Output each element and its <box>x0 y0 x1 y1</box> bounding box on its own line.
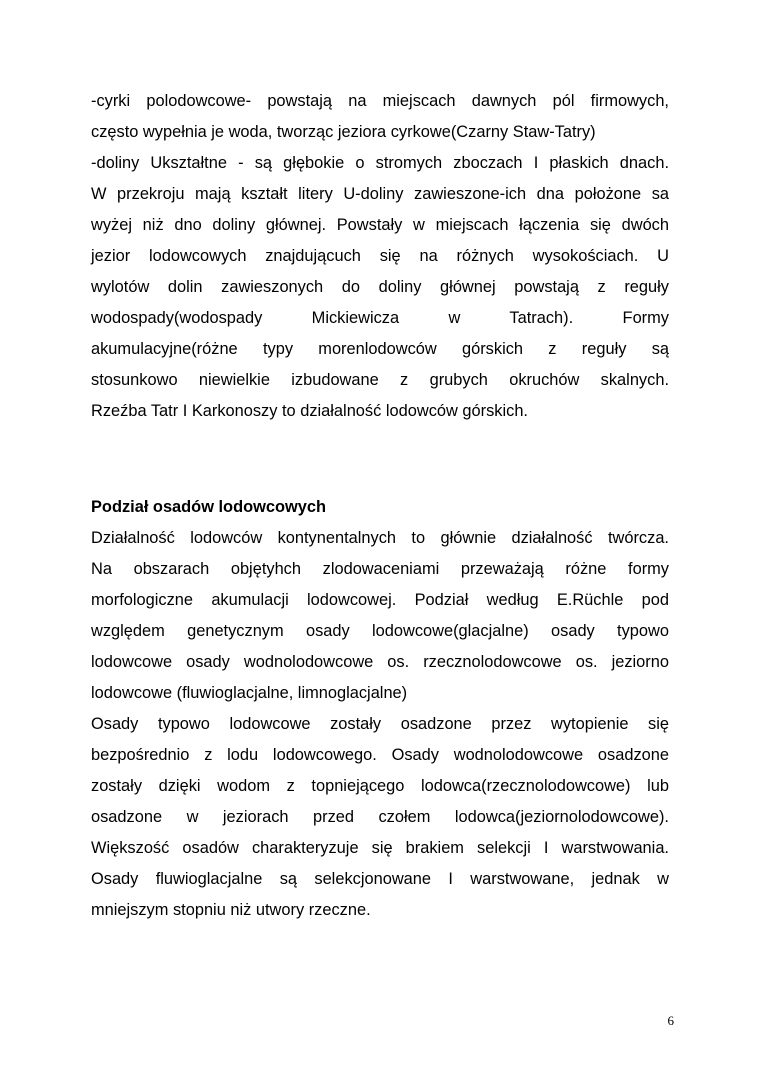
text-line: wylotów dolin zawieszonych do doliny głównej powstają z reguły <box>91 278 669 296</box>
text-line: wodospady(wodospady Mickiewicza w Tatrach). Formy <box>91 309 669 327</box>
text-line: jezior lodowcowych znajdującuch się na różnych wysokościach. U <box>91 247 669 265</box>
text-line: Na obszarach objętyhch zlodowaceniami przeważają różne formy <box>91 560 669 578</box>
text-line: Rzeźba Tatr I Karkonoszy to działalność lodowców górskich. <box>91 402 528 420</box>
text-line: lodowcowe osady wodnolodowcowe os. rzecznolodowcowe os. jeziorno <box>91 653 669 671</box>
text-line: W przekroju mają kształt litery U-doliny zawieszone-ich dna położone sa <box>91 185 669 203</box>
text-line: akumulacyjne(różne typy morenlodowców górskich z reguły są <box>91 340 669 358</box>
text-line: stosunkowo niewielkie izbudowane z grubych okruchów skalnych. <box>91 371 669 389</box>
text-line: morfologiczne akumulacji lodowcowej. Podział według E.Rüchle pod <box>91 591 669 609</box>
text-line: -doliny Ukształtne - są głębokie o stromych zboczach I płaskich dnach. <box>91 154 669 172</box>
text-line: Osady typowo lodowcowe zostały osadzone przez wytopienie się <box>91 715 669 733</box>
text-line: Działalność lodowców kontynentalnych to głównie działalność twórcza. <box>91 529 669 547</box>
text-line: wyżej niż dno doliny głównej. Powstały w miejscach łączenia się dwóch <box>91 216 669 234</box>
paragraph-glacial-deposits <box>91 523 669 926</box>
text-line: mniejszym stopniu niż utwory rzeczne. <box>91 901 371 919</box>
text-line: bezpośrednio z lodu lodowcowego. Osady wodnolodowcowe osadzone <box>91 746 669 764</box>
text-line: osadzone w jeziorach przed czołem lodowca(jeziornolodowcowe). <box>91 808 669 826</box>
text-line: Osady fluwioglacjalne są selekcjonowane I warstwowane, jednak w <box>91 870 669 888</box>
text-line: -cyrki polodowcowe- powstają na miejscach dawnych pól firmowych, <box>91 92 669 110</box>
text-line: lodowcowe (fluwioglacjalne, limnoglacjalne) <box>91 684 408 702</box>
text-line: często wypełnia je woda, tworząc jeziora cyrkowe(Czarny Staw-Tatry) <box>91 123 596 141</box>
text-line: Większość osadów charakteryzuje się brakiem selekcji I warstwowania. <box>91 839 669 857</box>
paragraph-glacial-landforms <box>91 86 669 427</box>
section-heading: Podział osadów lodowcowych <box>91 498 326 516</box>
page-number: 6 <box>667 1013 674 1028</box>
text-line: zostały dzięki wodom z topniejącego lodowca(rzecznolodowcowe) lub <box>91 777 669 795</box>
text-line: względem genetycznym osady lodowcowe(glacjalne) osady typowo <box>91 622 669 640</box>
